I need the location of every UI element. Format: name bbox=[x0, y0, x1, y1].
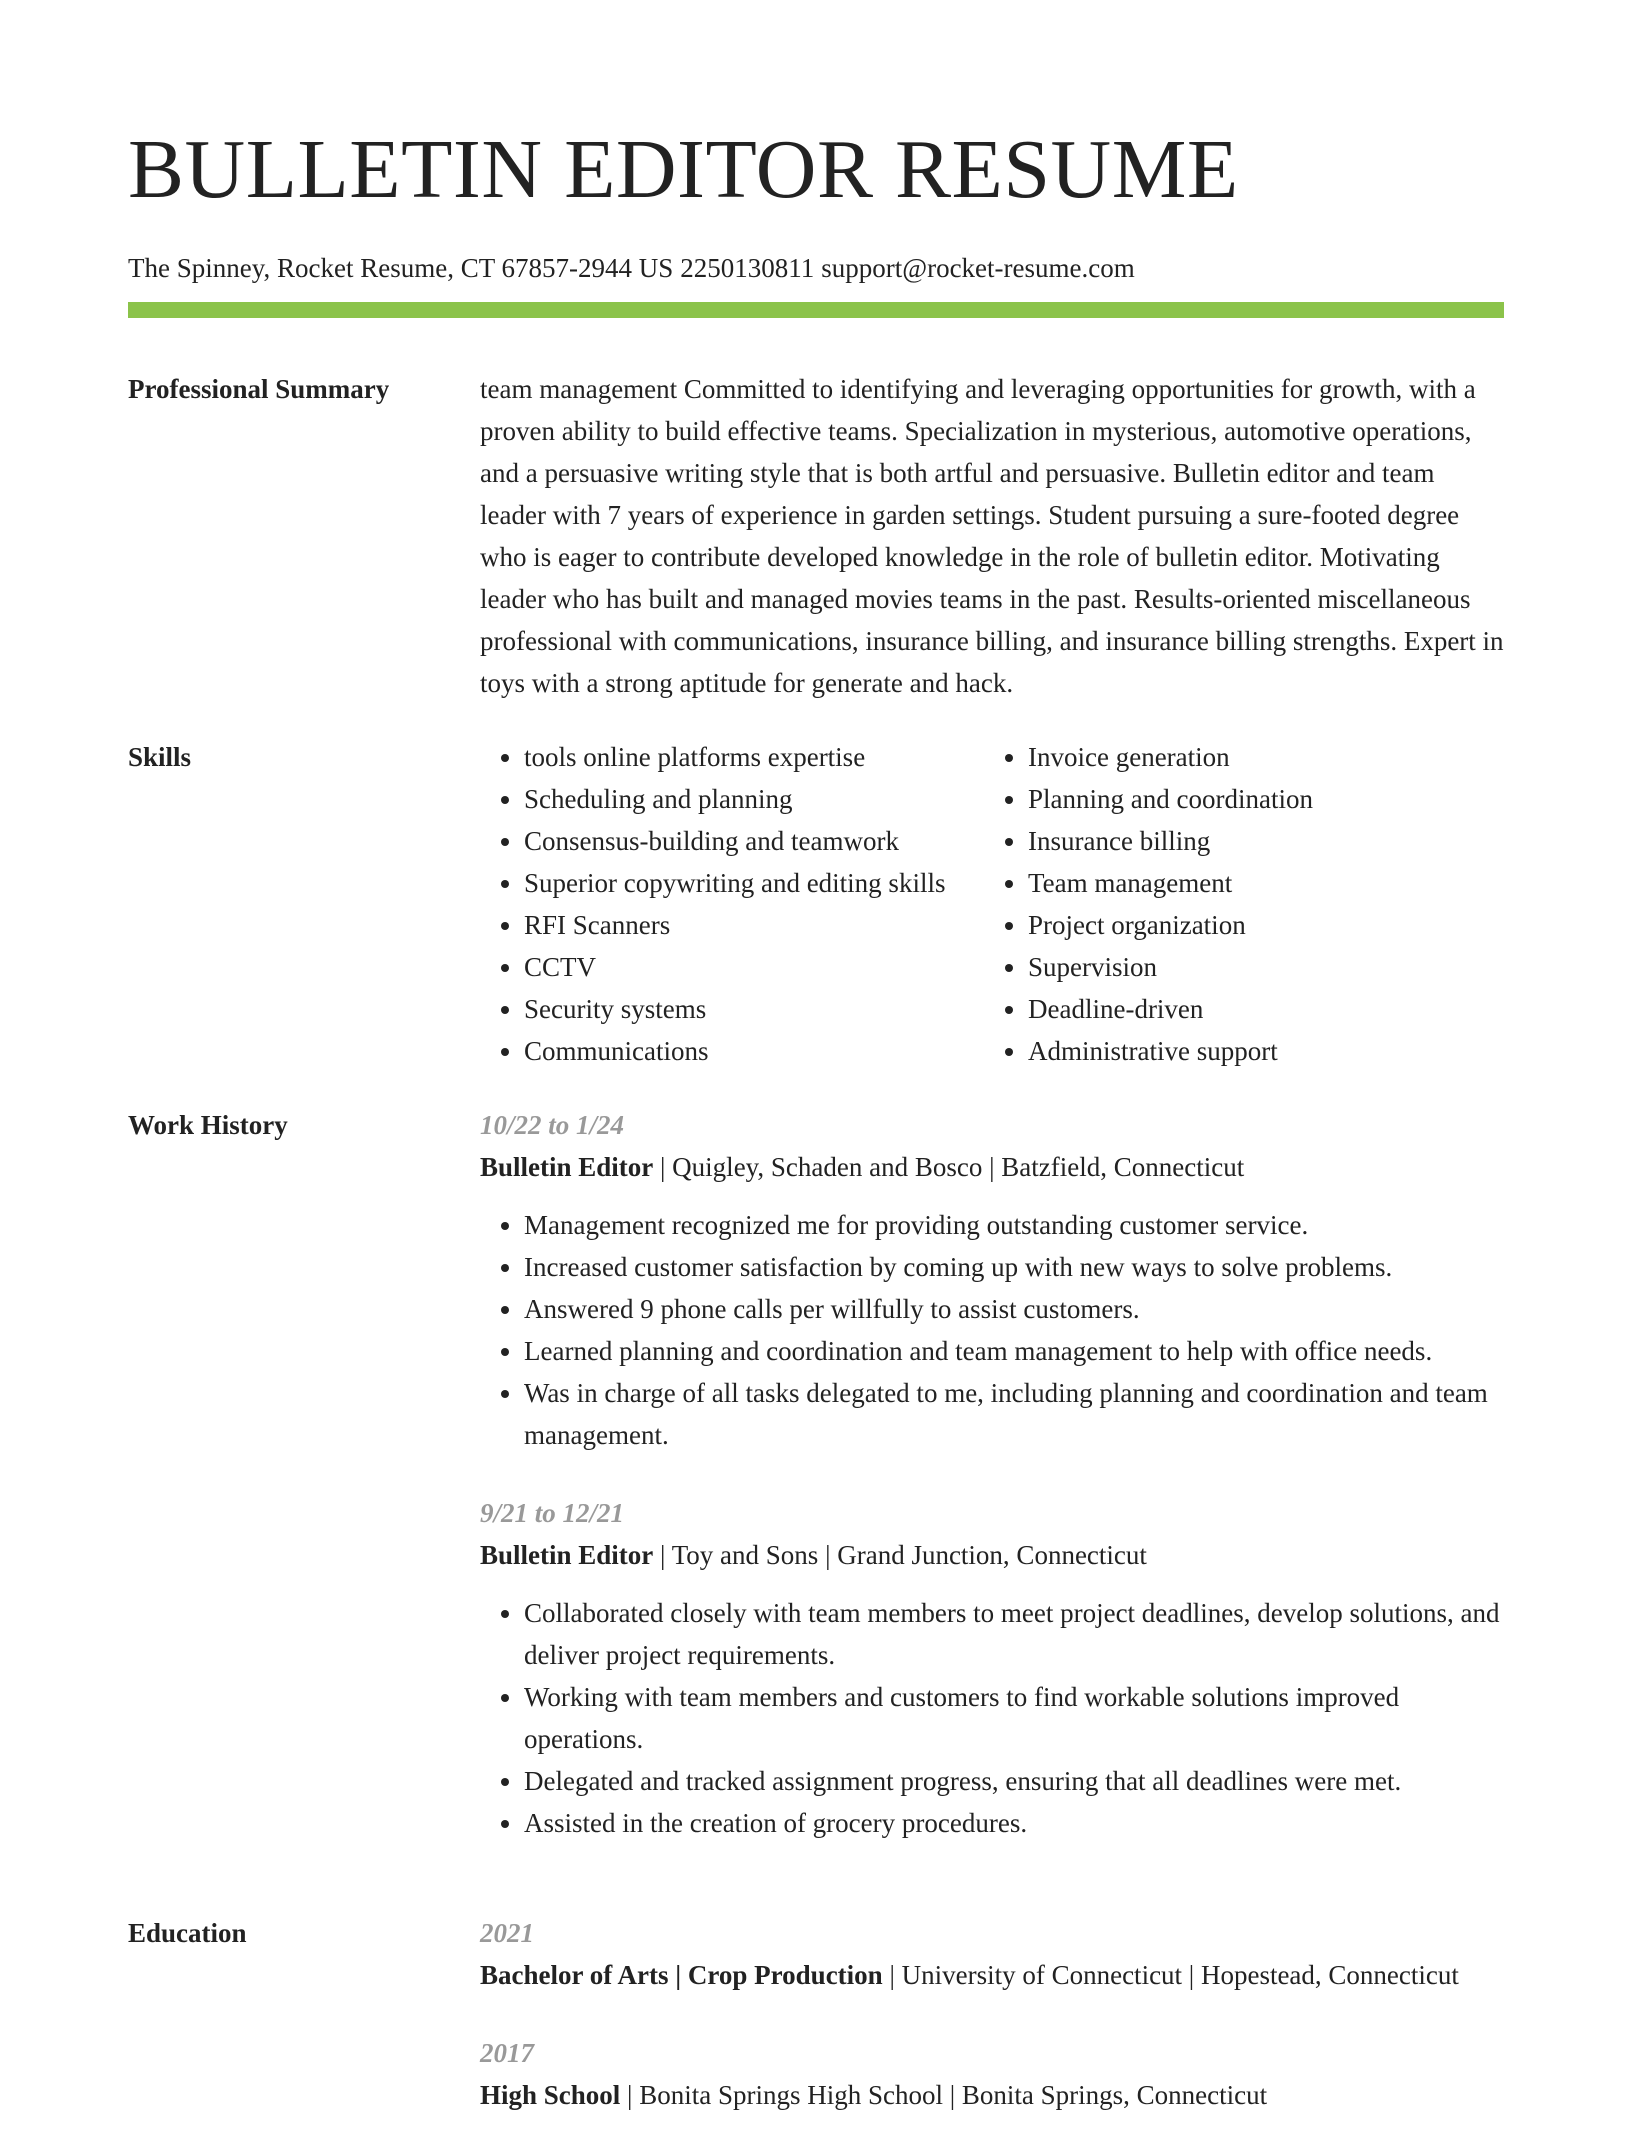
skill-item: • Team management bbox=[1028, 862, 1504, 904]
job-details: | Quigley, Schaden and Bosco | Batzfield, Connecticut bbox=[653, 1152, 1245, 1182]
job-bullet: • Answered 9 phone calls per willfully to assist customers. bbox=[524, 1288, 1504, 1330]
resume-page bbox=[128, 0, 1504, 2152]
skill-item: • CCTV bbox=[524, 946, 984, 988]
job-role-line bbox=[480, 1534, 1504, 1576]
skill-item: • Invoice generation bbox=[1028, 736, 1504, 778]
skill-item: • Communications bbox=[524, 1030, 984, 1072]
skill-item: • Planning and coordination bbox=[1028, 778, 1504, 820]
education-year: 2017 bbox=[480, 2038, 534, 2068]
job-bullet: • Collaborated closely with team members to meet project deadlines, develop solutions, and deliver project requirements. bbox=[524, 1592, 1504, 1676]
education-line bbox=[480, 2074, 1504, 2116]
summary-text: team management Committed to identifying and leveraging opportunities for growth, with a proven ability to build effective teams. Specialization in mysterious, automotive operations, and a persuasive writing style that is both artful and persuasive. Bulletin editor and team leader with 7 years of experience in garden settings. Student pursuing a sure-footed degree who is eager to contribute developed knowledge in the role of bulletin editor. Motivating leader who has built and managed movies teams in the past. Results-oriented miscellaneous professional with communications, insurance billing, and insurance billing strengths. Expert in toys with a strong aptitude for generate and hack. bbox=[480, 374, 1504, 698]
education-heading: Education bbox=[128, 1918, 247, 1948]
skill-item: • Insurance billing bbox=[1028, 820, 1504, 862]
job-bullets bbox=[480, 1592, 1504, 1844]
education-details: | University of Connecticut | Hopestead, Connecticut bbox=[882, 1960, 1459, 1990]
summary-heading: Professional Summary bbox=[128, 374, 390, 404]
education-line bbox=[480, 1954, 1504, 1996]
education-degree: Bachelor of Arts | Crop Production bbox=[480, 1960, 883, 1990]
work-history-heading: Work History bbox=[128, 1110, 288, 1140]
skills-column-left bbox=[480, 736, 984, 1072]
job-bullet: • Management recognized me for providing outstanding customer service. bbox=[524, 1204, 1504, 1246]
job-entry bbox=[480, 1104, 1504, 1456]
summary-section bbox=[128, 368, 1504, 704]
skills-column-right bbox=[984, 736, 1504, 1072]
job-dates: 9/21 to 12/21 bbox=[480, 1498, 625, 1528]
work-history-section bbox=[128, 1104, 1504, 1880]
education-year: 2021 bbox=[480, 1918, 534, 1948]
skill-item: • Superior copywriting and editing skills bbox=[524, 862, 984, 904]
job-bullet: • Increased customer satisfaction by coming up with new ways to solve problems. bbox=[524, 1246, 1504, 1288]
skill-item: • Project organization bbox=[1028, 904, 1504, 946]
job-details: | Toy and Sons | Grand Junction, Connecticut bbox=[653, 1540, 1147, 1570]
skill-item: • Supervision bbox=[1028, 946, 1504, 988]
contact-phone: 2250130811 bbox=[680, 253, 815, 283]
education-degree: High School bbox=[480, 2080, 621, 2110]
education-entry bbox=[480, 1912, 1504, 1996]
skill-item: • Security systems bbox=[524, 988, 984, 1030]
education-details: | Bonita Springs High School | Bonita Springs, Connecticut bbox=[620, 2080, 1268, 2110]
skill-item: • Deadline-driven bbox=[1028, 988, 1504, 1030]
education-entry bbox=[480, 2032, 1504, 2116]
skills-heading: Skills bbox=[128, 742, 192, 772]
job-bullet: • Delegated and tracked assignment progress, ensuring that all deadlines were met. bbox=[524, 1760, 1504, 1802]
job-dates: 10/22 to 1/24 bbox=[480, 1110, 625, 1140]
job-bullet: • Was in charge of all tasks delegated to me, including planning and coordination and team management. bbox=[524, 1372, 1504, 1456]
contact-email: support@rocket-resume.com bbox=[821, 253, 1135, 283]
job-bullets bbox=[480, 1204, 1504, 1456]
contact-address: The Spinney, Rocket Resume, CT 67857-2944 US bbox=[128, 253, 674, 283]
resume-title: BULLETIN EDITOR RESUME bbox=[128, 123, 1239, 216]
job-bullet: • Learned planning and coordination and team management to help with office needs. bbox=[524, 1330, 1504, 1372]
skills-section bbox=[128, 736, 1504, 1072]
job-bullet: • Working with team members and customers to find workable solutions improved operations. bbox=[524, 1676, 1504, 1760]
skill-item: • Scheduling and planning bbox=[524, 778, 984, 820]
job-entry bbox=[480, 1492, 1504, 1844]
job-role-line bbox=[480, 1146, 1504, 1188]
education-section bbox=[128, 1912, 1504, 2152]
skill-item: • Consensus-building and teamwork bbox=[524, 820, 984, 862]
contact-line bbox=[128, 250, 1504, 286]
skill-item: • tools online platforms expertise bbox=[524, 736, 984, 778]
accent-divider bbox=[128, 302, 1504, 318]
skill-item: • Administrative support bbox=[1028, 1030, 1504, 1072]
job-bullet: • Assisted in the creation of grocery procedures. bbox=[524, 1802, 1504, 1844]
job-title: Bulletin Editor bbox=[480, 1152, 654, 1182]
job-title: Bulletin Editor bbox=[480, 1540, 654, 1570]
skill-item: • RFI Scanners bbox=[524, 904, 984, 946]
